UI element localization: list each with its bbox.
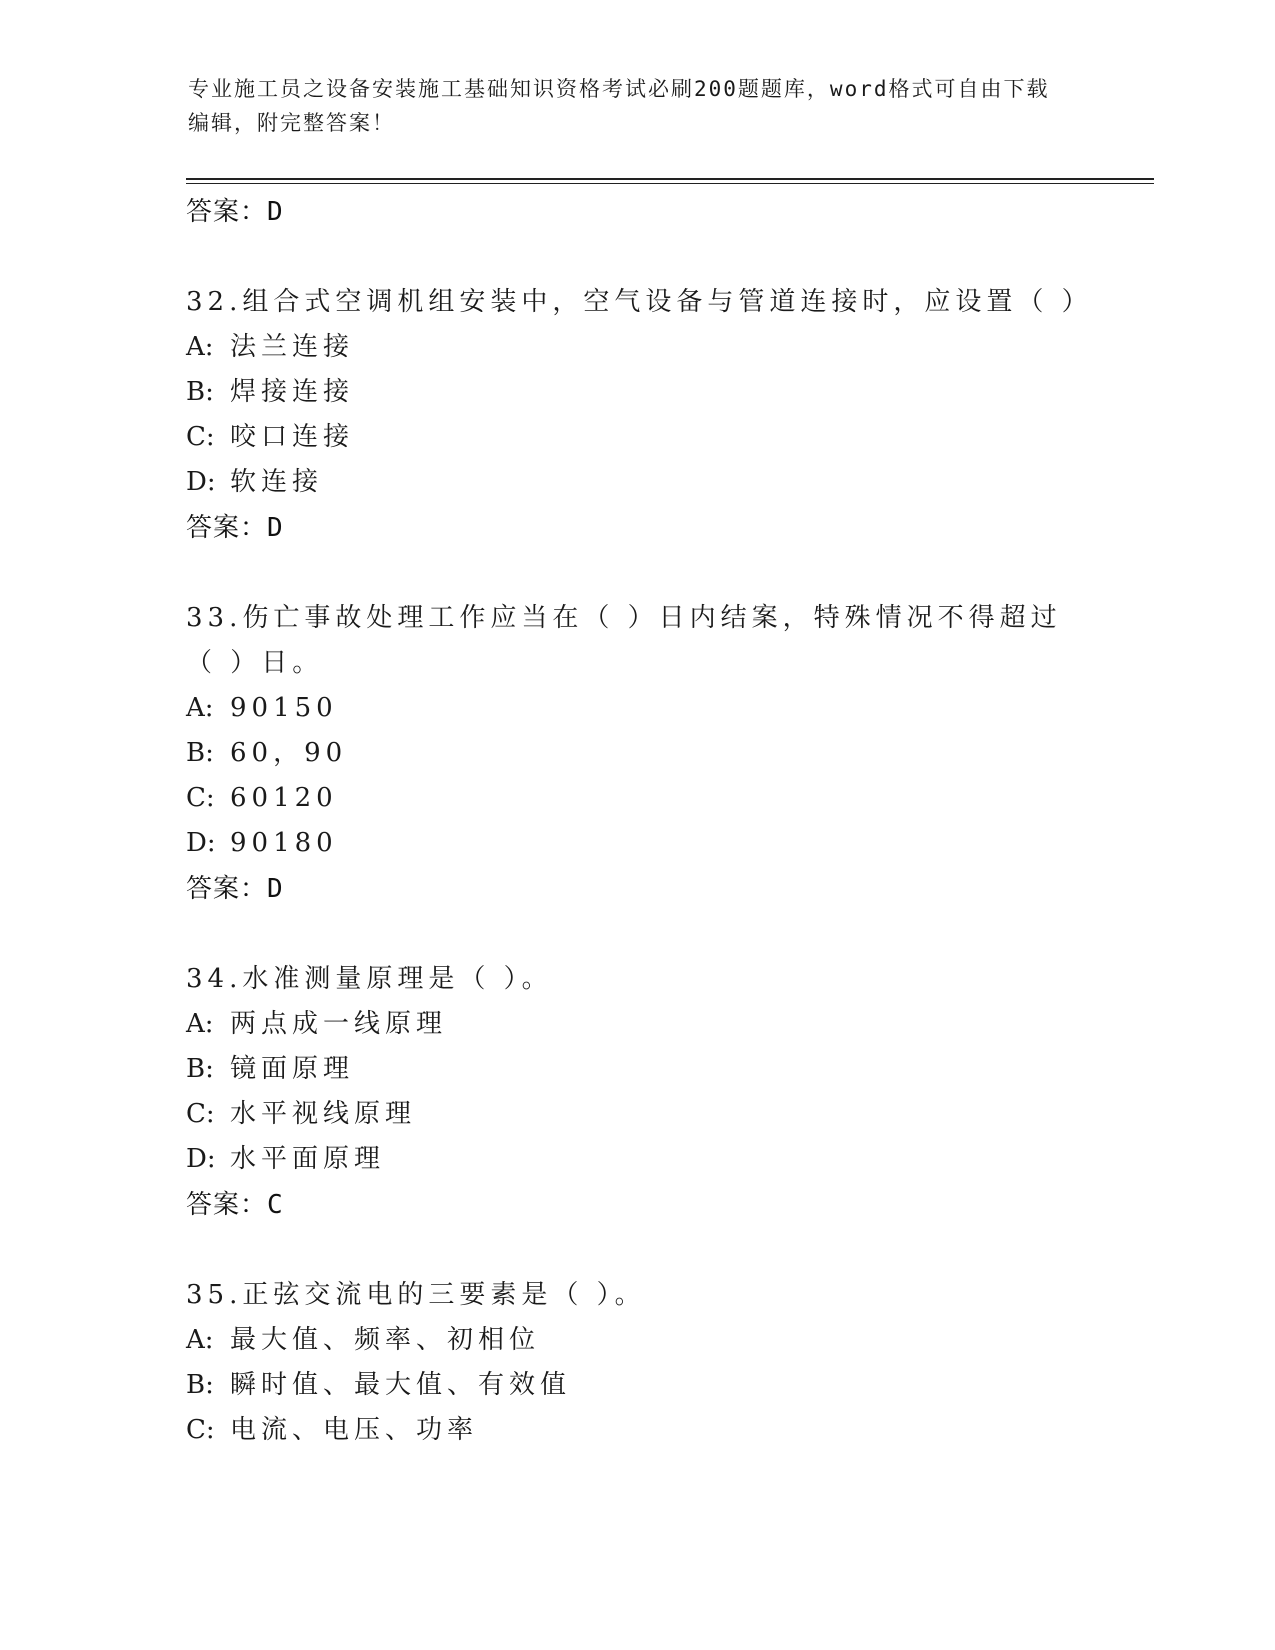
question-32 bbox=[186, 280, 1093, 551]
option-letter: C: bbox=[186, 1415, 215, 1445]
option-c bbox=[186, 1092, 1086, 1137]
page-header: 专业施工员之设备安装施工基础知识资格考试必刷200题题库，word格式可自由下载编辑，附完整答案！ bbox=[188, 77, 1050, 135]
option-a bbox=[186, 1318, 1086, 1363]
option-text: 焊接连接 bbox=[230, 377, 355, 407]
question-34 bbox=[186, 957, 1086, 1228]
answer-31: 答案：D bbox=[186, 197, 284, 227]
option-text: 最大值、频率、初相位 bbox=[230, 1325, 541, 1355]
option-text: 法兰连接 bbox=[230, 332, 355, 362]
option-letter: D: bbox=[186, 1144, 216, 1174]
option-letter: D: bbox=[186, 828, 216, 858]
answer-33: 答案：D bbox=[186, 874, 284, 904]
option-letter: D: bbox=[186, 467, 216, 497]
question-stem: 32.组合式空调机组安装中，空气设备与管道连接时，应设置（ ） bbox=[186, 287, 1093, 317]
spacer bbox=[186, 235, 1086, 280]
option-d bbox=[186, 1137, 1086, 1182]
option-a bbox=[186, 1002, 1086, 1047]
option-text: 90180 bbox=[230, 828, 338, 858]
option-text: 镜面原理 bbox=[230, 1054, 355, 1084]
option-c bbox=[186, 1408, 1086, 1453]
option-text: 60120 bbox=[230, 783, 338, 813]
option-text: 60，90 bbox=[230, 738, 348, 768]
option-letter: A: bbox=[186, 693, 214, 723]
answer-32: 答案：D bbox=[186, 513, 284, 543]
option-text: 电流、电压、功率 bbox=[230, 1415, 479, 1445]
option-letter: B: bbox=[186, 1370, 214, 1400]
option-text: 瞬时值、最大值、有效值 bbox=[230, 1370, 572, 1400]
question-33 bbox=[186, 596, 1086, 912]
option-letter: C: bbox=[186, 783, 215, 813]
option-letter: C: bbox=[186, 422, 215, 452]
option-letter: B: bbox=[186, 1054, 214, 1084]
option-b bbox=[186, 731, 1086, 776]
option-b bbox=[186, 1363, 1086, 1408]
option-letter: A: bbox=[186, 1009, 214, 1039]
option-letter: C: bbox=[186, 1099, 215, 1129]
option-text: 两点成一线原理 bbox=[230, 1009, 448, 1039]
option-text: 水平视线原理 bbox=[230, 1099, 417, 1129]
option-text: 90150 bbox=[230, 693, 338, 723]
option-letter: B: bbox=[186, 377, 214, 407]
option-b bbox=[186, 1047, 1086, 1092]
spacer bbox=[186, 1228, 1086, 1273]
option-c bbox=[186, 776, 1086, 821]
option-letter: A: bbox=[186, 1325, 214, 1355]
option-c bbox=[186, 415, 1086, 460]
option-text: 软连接 bbox=[230, 467, 324, 497]
question-list bbox=[186, 189, 1093, 1453]
option-d bbox=[186, 821, 1086, 866]
spacer bbox=[186, 912, 1086, 957]
option-b bbox=[186, 370, 1086, 415]
question-stem: 35.正弦交流电的三要素是（ ）。 bbox=[186, 1280, 646, 1310]
spacer bbox=[186, 551, 1086, 596]
option-a bbox=[186, 325, 1086, 370]
header-rule-thin bbox=[186, 183, 1154, 184]
question-stem: 34.水准测量原理是（ ）。 bbox=[186, 964, 553, 994]
option-letter: A: bbox=[186, 332, 214, 362]
option-a bbox=[186, 686, 1086, 731]
option-text: 水平面原理 bbox=[230, 1144, 386, 1174]
option-d bbox=[186, 460, 1086, 505]
header-rule-thick bbox=[186, 178, 1154, 180]
option-letter: B: bbox=[186, 738, 214, 768]
option-text: 咬口连接 bbox=[230, 422, 355, 452]
question-stem: 33.伤亡事故处理工作应当在（ ）日内结案，特殊情况不得超过（ ）日。 bbox=[186, 603, 1062, 678]
answer-34: 答案：C bbox=[186, 1190, 284, 1220]
question-35 bbox=[186, 1273, 1086, 1453]
